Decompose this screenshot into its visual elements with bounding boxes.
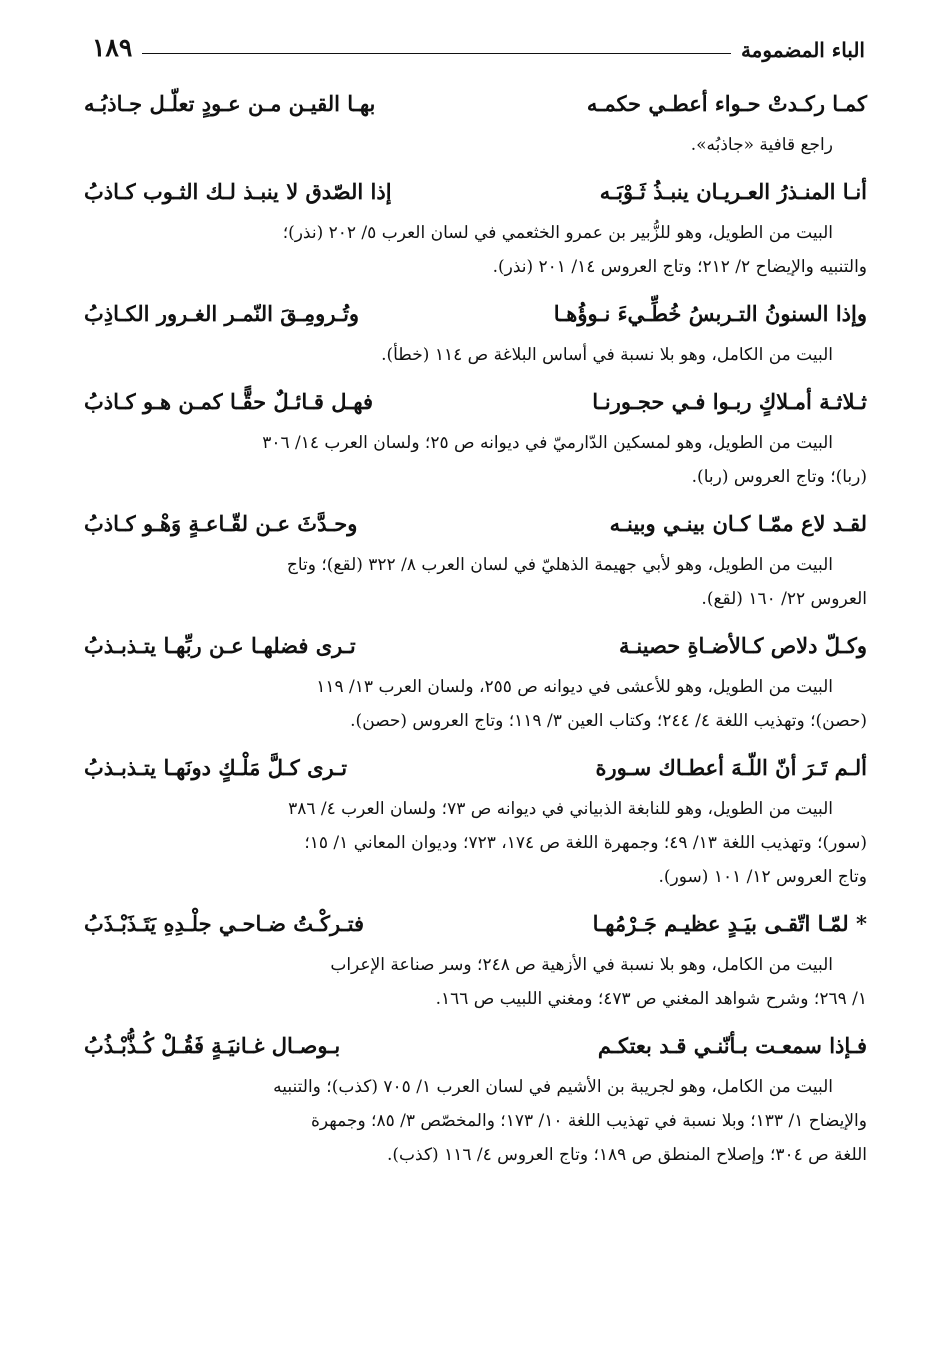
commentary-line: العروس ٢٢/ ١٦٠ (لقع). — [701, 589, 867, 609]
verse-second-hemistich: تـرى كـلَّ مَلْـكٍ دونَهـا يتـذبـذبُ — [84, 755, 348, 780]
verse-entry — [84, 378, 867, 494]
commentary-line: البيت من الطويل، وهو للنابغة الذبياني في ديوانه ص ٧٣؛ ولسان العرب ٤/ ٣٨٦ — [288, 799, 833, 819]
verse-line — [84, 168, 867, 216]
verse-first-hemistich: أنـا المنـذرُ العـريـان ينبـذُ ثَـوْبَـه — [599, 179, 867, 204]
verse-second-hemistich: وتُـرومِـقَ النّمـر الغـرور الكـاذِبُ — [84, 301, 360, 326]
verse-commentary — [84, 128, 867, 162]
verse-second-hemistich: تـرى فضلهـا عـن ربِّهـا يتـذبـذبُ — [84, 633, 356, 658]
verse-first-hemistich: فـإذا سمعـت بـأنّنـي قـد بعتكـم — [597, 1033, 867, 1058]
verse-first-hemistich: وإذا السنونُ التـربسُ خُطِّـيءَ نـوؤُهـا — [553, 301, 867, 326]
commentary-line: البيت من الكامل، وهو بلا نسبة في الأزهية ص ٢٤٨؛ وسر صناعة الإعراب — [330, 955, 833, 975]
verse-first-hemistich: كمـا ركـدتْ حـواء أعطـي حكمـه — [586, 91, 867, 116]
page-header — [92, 26, 865, 60]
verse-commentary — [84, 1070, 867, 1172]
verse-commentary — [84, 670, 867, 738]
verse-first-hemistich: وكـلّ دلاص كـالأضـاةِ حصينـة — [618, 633, 867, 658]
page-number: ١٨٩ — [92, 33, 133, 62]
header-rule — [142, 53, 731, 54]
commentary-line: وتاج العروس ١٢/ ١٠١ (سور). — [658, 867, 867, 887]
verse-entry — [84, 500, 867, 616]
verse-line — [84, 500, 867, 548]
commentary-line: البيت من الطويل، وهو لأبي جهيمة الذهليّ في لسان العرب ٨/ ٣٢٢ (لقع)؛ وتاج — [286, 555, 833, 575]
verse-second-hemistich: إذا الصّدق لا ينبـذ لـك الثـوب كـاذبُ — [84, 179, 392, 204]
commentary-line: ١/ ٢٦٩؛ وشرح شواهد المغني ص ٤٧٣؛ ومغني اللبيب ص ١٦٦. — [435, 989, 867, 1009]
verse-second-hemistich: وحـدَّثَ عـن لقّـاعـةٍ وَهْـو كـاذبُ — [84, 511, 358, 536]
verse-first-hemistich: ألـم تَـرَ أنّ اللّـهَ أعطـاك سـورة — [595, 755, 867, 780]
verse-line — [84, 744, 867, 792]
verse-entry — [84, 168, 867, 284]
verse-commentary — [84, 216, 867, 284]
verse-entry — [84, 290, 867, 372]
verse-second-hemistich: فتـركْـتُ ضـاحـي جلْـدِهِ يَتَـذَبْـذَبُ — [84, 911, 365, 936]
verse-line — [84, 378, 867, 426]
verse-line — [84, 1022, 867, 1070]
running-title: الباء المضمومة — [740, 38, 865, 62]
verse-second-hemistich: بـوصـال غـانيَـةٍ فَقُـلْ كُـذُّبْـذُبُ — [84, 1033, 341, 1058]
commentary-line: راجع قافية «جاذبُه». — [690, 135, 833, 155]
commentary-line: والتنبيه والإيضاح ٢/ ٢١٢؛ وتاج العروس ١٤/ ٢٠١ (نذر). — [492, 257, 867, 277]
verse-commentary — [84, 948, 867, 1016]
commentary-line: والإيضاح ١/ ١٣٣؛ وبلا نسبة في تهذيب اللغة ١٠/ ١٧٣؛ والمخصّص ٣/ ٨٥؛ وجمهرة — [310, 1111, 867, 1131]
verse-commentary — [84, 548, 867, 616]
verse-entry — [84, 80, 867, 162]
commentary-line: البيت من الطويل، وهو للأعشى في ديوانه ص ٢٥٥، ولسان العرب ١٣/ ١١٩ — [316, 677, 833, 697]
commentary-line: (حصن)؛ وتهذيب اللغة ٤/ ٢٤٤؛ وكتاب العين ٣/ ١١٩؛ وتاج العروس (حصن). — [350, 711, 867, 731]
verse-line — [84, 80, 867, 128]
verse-first-hemistich: * لمّـا اتّقـى بيَـدٍ عظيـم جَـرْمُهـا — [592, 911, 867, 936]
verse-first-hemistich: لقـد لاع ممّـا كـان بينـي وبينـه — [609, 511, 867, 536]
commentary-line: (سور)؛ وتهذيب اللغة ١٣/ ٤٩؛ وجمهرة اللغة ص ١٧٤، ٧٢٣؛ وديوان المعاني ١/ ١٥؛ — [304, 833, 867, 853]
verse-commentary — [84, 792, 867, 894]
verse-second-hemistich: فهـل قـائـلٌ حقًّـا كمـن هـو كـاذبُ — [84, 389, 373, 414]
verse-entry — [84, 622, 867, 738]
verse-line — [84, 622, 867, 670]
commentary-line: اللغة ص ٣٠٤؛ وإصلاح المنطق ص ١٨٩؛ وتاج العروس ٤/ ١١٦ (كذب). — [386, 1145, 867, 1165]
verse-commentary — [84, 338, 867, 372]
commentary-line: البيت من الكامل، وهو لجريبة بن الأشيم في لسان العرب ١/ ٧٠٥ (كذب)؛ والتنبيه — [273, 1077, 833, 1097]
verse-line — [84, 290, 867, 338]
verse-entry — [84, 1022, 867, 1172]
commentary-line: البيت من الطويل، وهو للزُّبير بن عمرو الخثعمي في لسان العرب ٥/ ٢٠٢ (نذر)؛ — [282, 223, 833, 243]
verse-second-hemistich: بهـا القيـن مـن عـودٍ تعلّـل جـاذبُـه — [84, 91, 376, 116]
verse-first-hemistich: ثـلاثـة أمـلاكٍ ربـوا فـي حجـورنـا — [592, 389, 867, 414]
verse-line — [84, 900, 867, 948]
commentary-line: (ربا)؛ وتاج العروس (ربا). — [691, 467, 867, 487]
verse-entry — [84, 744, 867, 894]
commentary-line: البيت من الكامل، وهو بلا نسبة في أساس البلاغة ص ١١٤ (خطأ). — [381, 345, 833, 365]
entries-list — [84, 80, 867, 1178]
commentary-line: البيت من الطويل، وهو لمسكين الدّارميّ في ديوانه ص ٢٥؛ ولسان العرب ١٤/ ٣٠٦ — [262, 433, 833, 453]
verse-commentary — [84, 426, 867, 494]
verse-entry — [84, 900, 867, 1016]
